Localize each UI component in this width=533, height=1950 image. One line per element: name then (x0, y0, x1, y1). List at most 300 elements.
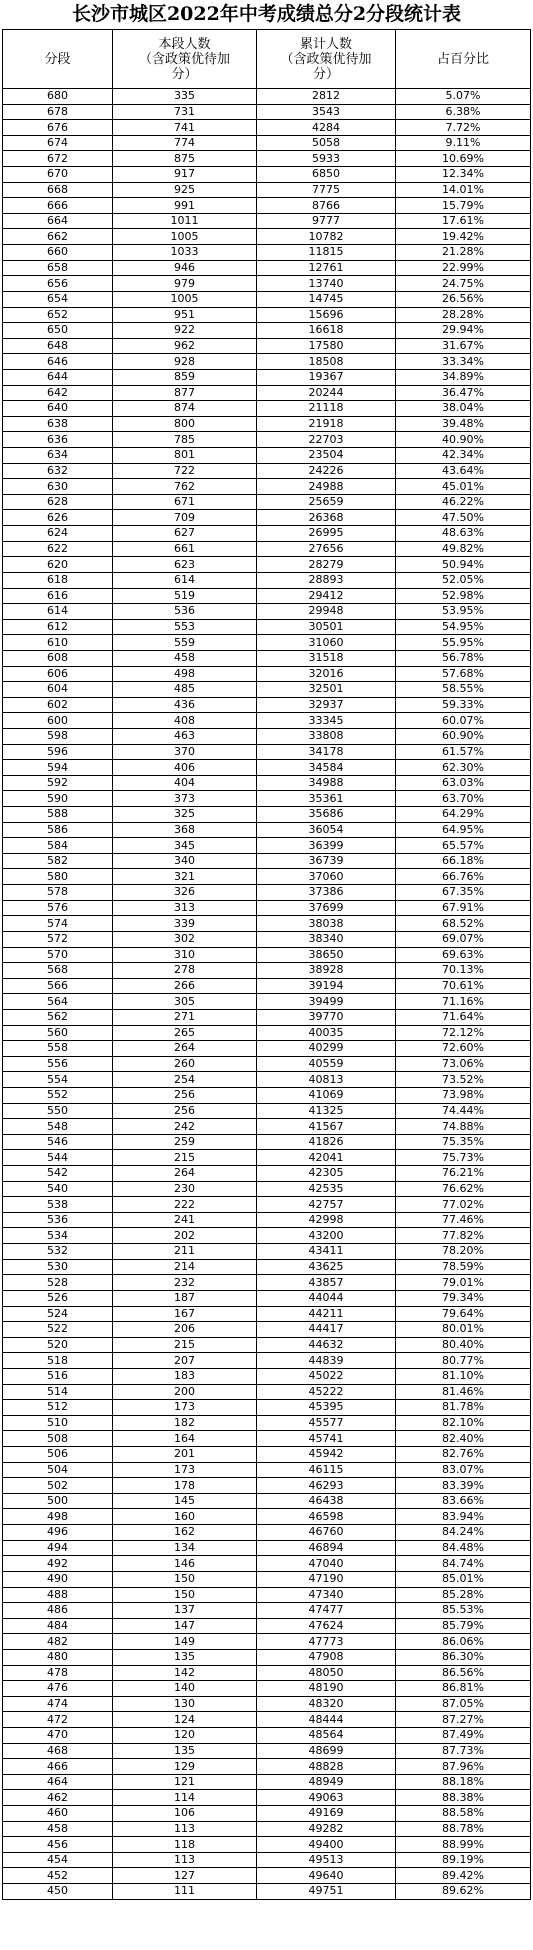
table-row (3, 728, 531, 744)
count-cell: 875 (113, 151, 257, 167)
percent-cell: 61.57% (396, 744, 531, 760)
cumulative-cell: 49640 (257, 1868, 396, 1884)
table-row (3, 822, 531, 838)
count-cell: 326 (113, 885, 257, 901)
score-cell: 538 (3, 1197, 113, 1213)
score-cell: 546 (3, 1134, 113, 1150)
percent-cell: 12.34% (396, 167, 531, 183)
count-cell: 207 (113, 1353, 257, 1369)
score-cell: 658 (3, 260, 113, 276)
count-cell: 215 (113, 1337, 257, 1353)
percent-cell: 17.61% (396, 213, 531, 229)
score-cell: 676 (3, 120, 113, 136)
score-cell: 650 (3, 323, 113, 339)
score-cell: 574 (3, 916, 113, 932)
score-cell: 642 (3, 385, 113, 401)
cumulative-cell: 15696 (257, 307, 396, 323)
count-cell: 271 (113, 1009, 257, 1025)
score-cell: 596 (3, 744, 113, 760)
table-body (3, 89, 531, 1900)
count-cell: 173 (113, 1462, 257, 1478)
percent-cell: 65.57% (396, 838, 531, 854)
percent-cell: 87.49% (396, 1727, 531, 1743)
score-cell: 564 (3, 994, 113, 1010)
cumulative-cell: 28279 (257, 557, 396, 573)
cumulative-cell: 30501 (257, 619, 396, 635)
cumulative-cell: 9777 (257, 213, 396, 229)
count-cell: 222 (113, 1197, 257, 1213)
score-cell: 556 (3, 1056, 113, 1072)
score-cell: 610 (3, 635, 113, 651)
count-cell: 627 (113, 526, 257, 542)
count-cell: 202 (113, 1228, 257, 1244)
table-row (3, 1509, 531, 1525)
cumulative-cell: 6850 (257, 167, 396, 183)
percent-cell: 88.78% (396, 1821, 531, 1837)
cumulative-cell: 24988 (257, 479, 396, 495)
count-cell: 145 (113, 1493, 257, 1509)
table-row (3, 1603, 531, 1619)
table-row (3, 369, 531, 385)
percent-cell: 28.28% (396, 307, 531, 323)
score-cell: 594 (3, 760, 113, 776)
score-cell: 494 (3, 1540, 113, 1556)
table-row (3, 1041, 531, 1057)
score-cell: 566 (3, 978, 113, 994)
count-cell: 160 (113, 1509, 257, 1525)
percent-cell: 68.52% (396, 916, 531, 932)
table-row (3, 104, 531, 120)
table-row (3, 494, 531, 510)
count-cell: 370 (113, 744, 257, 760)
cumulative-cell: 42041 (257, 1150, 396, 1166)
header-cumulative-line2: （含政策优待加 (280, 51, 372, 67)
score-cell: 510 (3, 1415, 113, 1431)
count-cell: 722 (113, 463, 257, 479)
count-cell: 232 (113, 1275, 257, 1291)
table-row (3, 89, 531, 105)
cumulative-cell: 37060 (257, 869, 396, 885)
percent-cell: 87.73% (396, 1743, 531, 1759)
count-cell: 463 (113, 728, 257, 744)
percent-cell: 84.48% (396, 1540, 531, 1556)
percent-cell: 81.78% (396, 1400, 531, 1416)
percent-cell: 15.79% (396, 198, 531, 214)
table-row (3, 978, 531, 994)
score-cell: 570 (3, 947, 113, 963)
cumulative-cell: 48050 (257, 1665, 396, 1681)
cumulative-cell: 49751 (257, 1884, 396, 1900)
table-row (3, 1649, 531, 1665)
count-cell: 436 (113, 697, 257, 713)
table-row (3, 1759, 531, 1775)
score-distribution-table (2, 29, 531, 1900)
percent-cell: 86.06% (396, 1634, 531, 1650)
score-cell: 476 (3, 1681, 113, 1697)
cumulative-cell: 29948 (257, 604, 396, 620)
cumulative-cell: 5058 (257, 135, 396, 151)
cumulative-cell: 4284 (257, 120, 396, 136)
cumulative-cell: 44632 (257, 1337, 396, 1353)
cumulative-cell: 46293 (257, 1478, 396, 1494)
table-row (3, 1478, 531, 1494)
count-cell: 859 (113, 369, 257, 385)
table-row (3, 135, 531, 151)
count-cell: 113 (113, 1852, 257, 1868)
percent-cell: 79.01% (396, 1275, 531, 1291)
table-row (3, 1493, 531, 1509)
score-cell: 568 (3, 963, 113, 979)
cumulative-cell: 44044 (257, 1290, 396, 1306)
header-score (3, 30, 113, 89)
count-cell: 183 (113, 1368, 257, 1384)
score-cell: 578 (3, 885, 113, 901)
count-cell: 800 (113, 416, 257, 432)
table-row (3, 1540, 531, 1556)
count-cell: 215 (113, 1150, 257, 1166)
percent-cell: 22.99% (396, 260, 531, 276)
percent-cell: 82.40% (396, 1431, 531, 1447)
percent-cell: 9.11% (396, 135, 531, 151)
cumulative-cell: 46598 (257, 1509, 396, 1525)
cumulative-cell: 47477 (257, 1603, 396, 1619)
score-cell: 454 (3, 1852, 113, 1868)
cumulative-cell: 35686 (257, 807, 396, 823)
table-row (3, 229, 531, 245)
table-row (3, 1415, 531, 1431)
cumulative-cell: 39770 (257, 1009, 396, 1025)
table-row (3, 1665, 531, 1681)
count-cell: 925 (113, 182, 257, 198)
percent-cell: 66.76% (396, 869, 531, 885)
table-row (3, 994, 531, 1010)
percent-cell: 49.82% (396, 541, 531, 557)
cumulative-cell: 32501 (257, 682, 396, 698)
score-cell: 458 (3, 1821, 113, 1837)
table-row (3, 1025, 531, 1041)
cumulative-cell: 12761 (257, 260, 396, 276)
cumulative-cell: 40813 (257, 1072, 396, 1088)
score-cell: 632 (3, 463, 113, 479)
cumulative-cell: 16618 (257, 323, 396, 339)
table-row (3, 245, 531, 261)
percent-cell: 33.34% (396, 354, 531, 370)
table-row (3, 448, 531, 464)
table-row (3, 1806, 531, 1822)
header-cumulative-line1: 累计人数 (299, 36, 352, 52)
percent-cell: 78.59% (396, 1259, 531, 1275)
cumulative-cell: 34988 (257, 775, 396, 791)
cumulative-cell: 36399 (257, 838, 396, 854)
cumulative-cell: 23504 (257, 448, 396, 464)
score-cell: 608 (3, 650, 113, 666)
cumulative-cell: 42998 (257, 1212, 396, 1228)
table-row (3, 401, 531, 417)
percent-cell: 73.98% (396, 1088, 531, 1104)
percent-cell: 63.03% (396, 775, 531, 791)
table-row (3, 869, 531, 885)
percent-cell: 46.22% (396, 494, 531, 510)
count-cell: 962 (113, 338, 257, 354)
count-cell: 1005 (113, 291, 257, 307)
percent-cell: 76.62% (396, 1181, 531, 1197)
percent-cell: 81.10% (396, 1368, 531, 1384)
score-cell: 452 (3, 1868, 113, 1884)
table-row (3, 1290, 531, 1306)
cumulative-cell: 3543 (257, 104, 396, 120)
score-cell: 516 (3, 1368, 113, 1384)
table-row (3, 416, 531, 432)
percent-cell: 88.58% (396, 1806, 531, 1822)
score-cell: 582 (3, 853, 113, 869)
header-percent-label: 占百分比 (436, 51, 489, 67)
score-cell: 636 (3, 432, 113, 448)
count-cell: 928 (113, 354, 257, 370)
cumulative-cell: 48828 (257, 1759, 396, 1775)
cumulative-cell: 5933 (257, 151, 396, 167)
table-row (3, 1072, 531, 1088)
count-cell: 230 (113, 1181, 257, 1197)
count-cell: 559 (113, 635, 257, 651)
count-cell: 302 (113, 931, 257, 947)
table-row (3, 432, 531, 448)
percent-cell: 83.94% (396, 1509, 531, 1525)
count-cell: 917 (113, 167, 257, 183)
score-cell: 590 (3, 791, 113, 807)
cumulative-cell: 41325 (257, 1103, 396, 1119)
score-cell: 456 (3, 1837, 113, 1853)
header-count-line3: 分） (171, 66, 198, 82)
percent-cell: 31.67% (396, 338, 531, 354)
count-cell: 266 (113, 978, 257, 994)
cumulative-cell: 45022 (257, 1368, 396, 1384)
table-row (3, 307, 531, 323)
percent-cell: 7.72% (396, 120, 531, 136)
table-row (3, 213, 531, 229)
percent-cell: 64.95% (396, 822, 531, 838)
percent-cell: 88.38% (396, 1790, 531, 1806)
score-cell: 484 (3, 1618, 113, 1634)
score-cell: 474 (3, 1696, 113, 1712)
count-cell: 142 (113, 1665, 257, 1681)
percent-cell: 56.78% (396, 650, 531, 666)
score-cell: 536 (3, 1212, 113, 1228)
table-row (3, 1384, 531, 1400)
cumulative-cell: 49513 (257, 1852, 396, 1868)
table-row (3, 1462, 531, 1478)
table-row (3, 167, 531, 183)
count-cell: 127 (113, 1868, 257, 1884)
score-cell: 480 (3, 1649, 113, 1665)
cumulative-cell: 17580 (257, 338, 396, 354)
score-cell: 486 (3, 1603, 113, 1619)
header-score-label: 分段 (44, 51, 71, 67)
count-cell: 150 (113, 1571, 257, 1587)
table-row (3, 1119, 531, 1135)
table-row (3, 1009, 531, 1025)
table-row (3, 1743, 531, 1759)
count-cell: 368 (113, 822, 257, 838)
count-cell: 877 (113, 385, 257, 401)
score-cell: 558 (3, 1041, 113, 1057)
percent-cell: 82.76% (396, 1447, 531, 1463)
count-cell: 1033 (113, 245, 257, 261)
count-cell: 671 (113, 494, 257, 510)
score-cell: 654 (3, 291, 113, 307)
count-cell: 150 (113, 1587, 257, 1603)
cumulative-cell: 25659 (257, 494, 396, 510)
count-cell: 991 (113, 198, 257, 214)
cumulative-cell: 45942 (257, 1447, 396, 1463)
score-cell: 656 (3, 276, 113, 292)
score-cell: 498 (3, 1509, 113, 1525)
percent-cell: 39.48% (396, 416, 531, 432)
cumulative-cell: 34178 (257, 744, 396, 760)
percent-cell: 74.44% (396, 1103, 531, 1119)
percent-cell: 87.27% (396, 1712, 531, 1728)
cumulative-cell: 47624 (257, 1618, 396, 1634)
table-row (3, 1275, 531, 1291)
count-cell: 321 (113, 869, 257, 885)
cumulative-cell: 8766 (257, 198, 396, 214)
percent-cell: 67.91% (396, 900, 531, 916)
count-cell: 498 (113, 666, 257, 682)
score-cell: 584 (3, 838, 113, 854)
count-cell: 979 (113, 276, 257, 292)
count-cell: 206 (113, 1322, 257, 1338)
score-cell: 622 (3, 541, 113, 557)
table-row (3, 666, 531, 682)
cumulative-cell: 24226 (257, 463, 396, 479)
score-cell: 606 (3, 666, 113, 682)
percent-cell: 78.20% (396, 1244, 531, 1260)
table-row (3, 1727, 531, 1743)
count-cell: 762 (113, 479, 257, 495)
table-row (3, 1696, 531, 1712)
percent-cell: 71.16% (396, 994, 531, 1010)
score-cell: 678 (3, 104, 113, 120)
cumulative-cell: 20244 (257, 385, 396, 401)
cumulative-cell: 38340 (257, 931, 396, 947)
table-row (3, 572, 531, 588)
percent-cell: 52.98% (396, 588, 531, 604)
cumulative-cell: 21918 (257, 416, 396, 432)
percent-cell: 70.61% (396, 978, 531, 994)
count-cell: 661 (113, 541, 257, 557)
percent-cell: 73.06% (396, 1056, 531, 1072)
percent-cell: 89.42% (396, 1868, 531, 1884)
cumulative-cell: 40559 (257, 1056, 396, 1072)
score-cell: 580 (3, 869, 113, 885)
percent-cell: 60.07% (396, 713, 531, 729)
percent-cell: 70.13% (396, 963, 531, 979)
table-row (3, 619, 531, 635)
score-cell: 492 (3, 1556, 113, 1572)
count-cell: 335 (113, 89, 257, 105)
percent-cell: 62.30% (396, 760, 531, 776)
cumulative-cell: 40299 (257, 1041, 396, 1057)
cumulative-cell: 31518 (257, 650, 396, 666)
cumulative-cell: 11815 (257, 245, 396, 261)
cumulative-cell: 47773 (257, 1634, 396, 1650)
table-row (3, 182, 531, 198)
score-cell: 532 (3, 1244, 113, 1260)
table-row (3, 151, 531, 167)
count-cell: 187 (113, 1290, 257, 1306)
table-row (3, 1852, 531, 1868)
table-row (3, 650, 531, 666)
header-cumulative-line3: 分） (312, 66, 339, 82)
percent-cell: 55.95% (396, 635, 531, 651)
count-cell: 259 (113, 1134, 257, 1150)
percent-cell: 80.77% (396, 1353, 531, 1369)
percent-cell: 58.55% (396, 682, 531, 698)
score-cell: 560 (3, 1025, 113, 1041)
cumulative-cell: 33345 (257, 713, 396, 729)
percent-cell: 64.29% (396, 807, 531, 823)
score-cell: 562 (3, 1009, 113, 1025)
score-cell: 672 (3, 151, 113, 167)
count-cell: 264 (113, 1166, 257, 1182)
table-row (3, 1150, 531, 1166)
percent-cell: 67.35% (396, 885, 531, 901)
table-row (3, 1181, 531, 1197)
score-cell: 670 (3, 167, 113, 183)
percent-cell: 42.34% (396, 448, 531, 464)
cumulative-cell: 41069 (257, 1088, 396, 1104)
table-row (3, 1571, 531, 1587)
count-cell: 130 (113, 1696, 257, 1712)
score-cell: 544 (3, 1150, 113, 1166)
table-row (3, 807, 531, 823)
score-cell: 588 (3, 807, 113, 823)
table-row (3, 1431, 531, 1447)
percent-cell: 89.19% (396, 1852, 531, 1868)
count-cell: 162 (113, 1525, 257, 1541)
count-cell: 242 (113, 1119, 257, 1135)
score-cell: 522 (3, 1322, 113, 1338)
cumulative-cell: 47340 (257, 1587, 396, 1603)
cumulative-cell: 7775 (257, 182, 396, 198)
count-cell: 137 (113, 1603, 257, 1619)
percent-cell: 5.07% (396, 89, 531, 105)
percent-cell: 85.53% (396, 1603, 531, 1619)
count-cell: 536 (113, 604, 257, 620)
count-cell: 120 (113, 1727, 257, 1743)
score-cell: 470 (3, 1727, 113, 1743)
cumulative-cell: 19367 (257, 369, 396, 385)
score-cell: 620 (3, 557, 113, 573)
count-cell: 404 (113, 775, 257, 791)
score-cell: 478 (3, 1665, 113, 1681)
count-cell: 256 (113, 1103, 257, 1119)
score-cell: 462 (3, 1790, 113, 1806)
percent-cell: 81.46% (396, 1384, 531, 1400)
percent-cell: 6.38% (396, 104, 531, 120)
cumulative-cell: 48190 (257, 1681, 396, 1697)
header-percent (396, 30, 531, 89)
table-row (3, 838, 531, 854)
percent-cell: 40.90% (396, 432, 531, 448)
count-cell: 519 (113, 588, 257, 604)
percent-cell: 75.73% (396, 1150, 531, 1166)
table-row (3, 1212, 531, 1228)
count-cell: 135 (113, 1649, 257, 1665)
table-row (3, 635, 531, 651)
table-row (3, 713, 531, 729)
count-cell: 951 (113, 307, 257, 323)
cumulative-cell: 29412 (257, 588, 396, 604)
